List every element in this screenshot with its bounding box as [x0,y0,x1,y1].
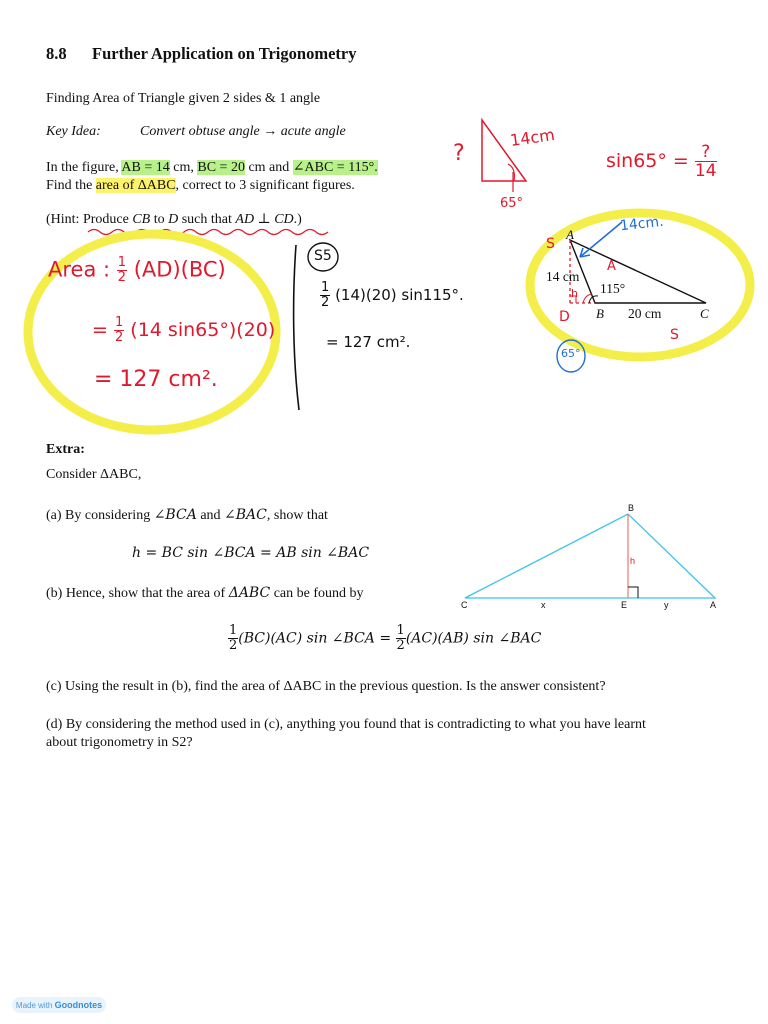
hw-sin-frac [695,143,717,180]
hw-s5: S5 [314,248,332,264]
hw-alt-line2: = 127 cm². [326,333,411,351]
fig1-label-b: B [596,306,604,321]
formula-area-left: (BC)(AC) sin ∠BCA = [238,630,392,647]
section-number: 8.8 [46,44,67,63]
part-a-pre: (a) By considering [46,508,154,523]
extra-part-d-line1: (d) By considering the method used in (c), anything you found that is contradicting to what you have learnt [46,717,646,732]
fig2-label-e: E [621,600,628,610]
fig2-label-c: C [461,600,468,610]
problem-ab: AB = 14 [121,160,170,175]
fig2-label-x: x [541,600,546,610]
part-b-tri: ΔABC [228,585,271,601]
hint-post: .) [293,212,302,227]
hw-area-line2: = $\frac{1}{2}$ (14 sin65°)(20) [92,315,276,345]
formula-area [228,624,541,653]
hw-half-1-num: 1 [117,255,127,270]
hw-area-ad-bc: (AD)(BC) [133,257,226,282]
fig1-hw-h: h [571,287,578,300]
fig1-hw-d: D [559,309,570,325]
extra-part-d-line2: about trigonometry in S2? [46,735,193,750]
formula-half-1 [228,624,238,653]
hw-area-label: Area : [48,257,111,282]
hint-d: D [168,212,179,227]
problem-cm1: cm, [169,160,198,175]
fig1-label-c: C [700,306,709,321]
hw-sin-left: sin65° = [606,150,689,172]
badge-made: Made with [15,1001,55,1010]
badge-brand: Goodnotes [54,1000,103,1010]
fig1-hw-a: A [607,259,616,274]
hw-sin-num: ? [695,143,717,162]
part-a-post: , show that [266,508,328,523]
extra-part-a [46,506,328,525]
fig1-hw-65: 65° [561,347,581,360]
fig2-label-y: y [664,600,669,610]
hw-half-3-num: 1 [321,280,330,295]
part-b-post: can be found by [270,586,364,601]
formula-h: h = BC sin ∠BCA = AB sin ∠BAC [132,545,370,561]
hw-half-2-num: 1 [114,315,124,330]
fig2-label-h: h [630,556,636,566]
problem-cm2: cm and [244,160,293,175]
extra-part-c: (c) Using the result in (b), find the area of ΔABC in the previous question. Is the answer consistent? [46,679,606,694]
fig2-label-a: A [710,600,717,610]
fig1-hw-s2: S [670,327,679,343]
part-b-pre: (b) Hence, show that the area of [46,586,229,601]
fig1-label-a: A [566,227,574,242]
hw-alt-expr: (14)(20) sin115°. [335,286,464,304]
fig1-angle-b: 115° [600,281,626,296]
extra-part-b [46,584,364,603]
hw-half-1 [117,256,127,285]
section-title-text: Further Application on Trigonometry [92,44,357,63]
formula-half-2-den: 2 [396,638,405,653]
fig2-triangle [465,514,715,598]
blue-arrow [580,222,622,257]
main-triangle [570,240,706,303]
hw-half-2-den: 2 [114,330,124,345]
figure-2 [455,500,735,615]
hw-half-3-den: 2 [321,295,330,310]
problem-find: Find the [46,178,96,193]
problem-bc: BC = 20 [197,160,245,175]
formula-area-right: (AC)(AB) sin ∠BAC [405,630,542,647]
fig1-hw-s1: S [546,236,555,252]
subtitle: Finding Area of Triangle given 2 sides & 1 angle [46,91,321,106]
problem-prefix: In the figure, [46,160,122,175]
formula-half-1-num: 1 [229,623,238,638]
hint-pre: (Hint: Produce [46,212,133,227]
hint-ad-cd: AD ⊥ CD [235,212,294,227]
part-a-angle1: ∠BCA [153,507,197,523]
formula-half-1-den: 2 [229,638,238,653]
key-idea-label: Key Idea: [46,124,101,139]
hw-area-line1 [48,256,226,285]
hw-14cm: 14cm [508,124,556,151]
hw-sin-den: 14 [694,161,717,181]
hw-half-2 [114,316,124,345]
hw-half-1-den: 2 [117,270,127,285]
extra-heading: Extra: [46,442,85,457]
hw-area-line3: = 127 cm². [94,367,218,392]
hw-sin-eq [606,143,717,180]
divider-stroke [294,245,299,410]
part-a-angle2: ∠BAC [224,507,267,523]
key-idea-text: Convert obtuse angle → acute angle [140,124,346,139]
fig1-hw-14cm: 14cm. [619,213,665,235]
problem-angle: ∠ABC = 115°. [292,160,378,175]
problem-area: area of ΔABC [95,178,176,193]
fig2-label-b: B [628,503,635,513]
fig1-side-ab: 14 cm [546,269,580,284]
formula-half-2-num: 1 [396,623,405,638]
hw-question: ? [453,141,465,166]
hint-to: to [150,212,169,227]
hint-cb: CB [132,212,151,227]
hw-area-sub: (14 sin65°)(20) [130,319,276,341]
fig1-side-bc: 20 cm [628,306,662,321]
fig2-right-angle [628,587,638,598]
part-a-and: and [196,508,225,523]
hint-such: such that [178,212,236,227]
problem-sigfig: , correct to 3 significant figures. [175,178,355,193]
hw-65: 65° [500,196,524,211]
hw-half-3 [320,281,330,310]
hw-alt-line1 [320,281,464,310]
formula-half-2 [396,624,406,653]
goodnotes-badge [12,997,106,1013]
extra-consider: Consider ΔABC, [46,467,142,482]
